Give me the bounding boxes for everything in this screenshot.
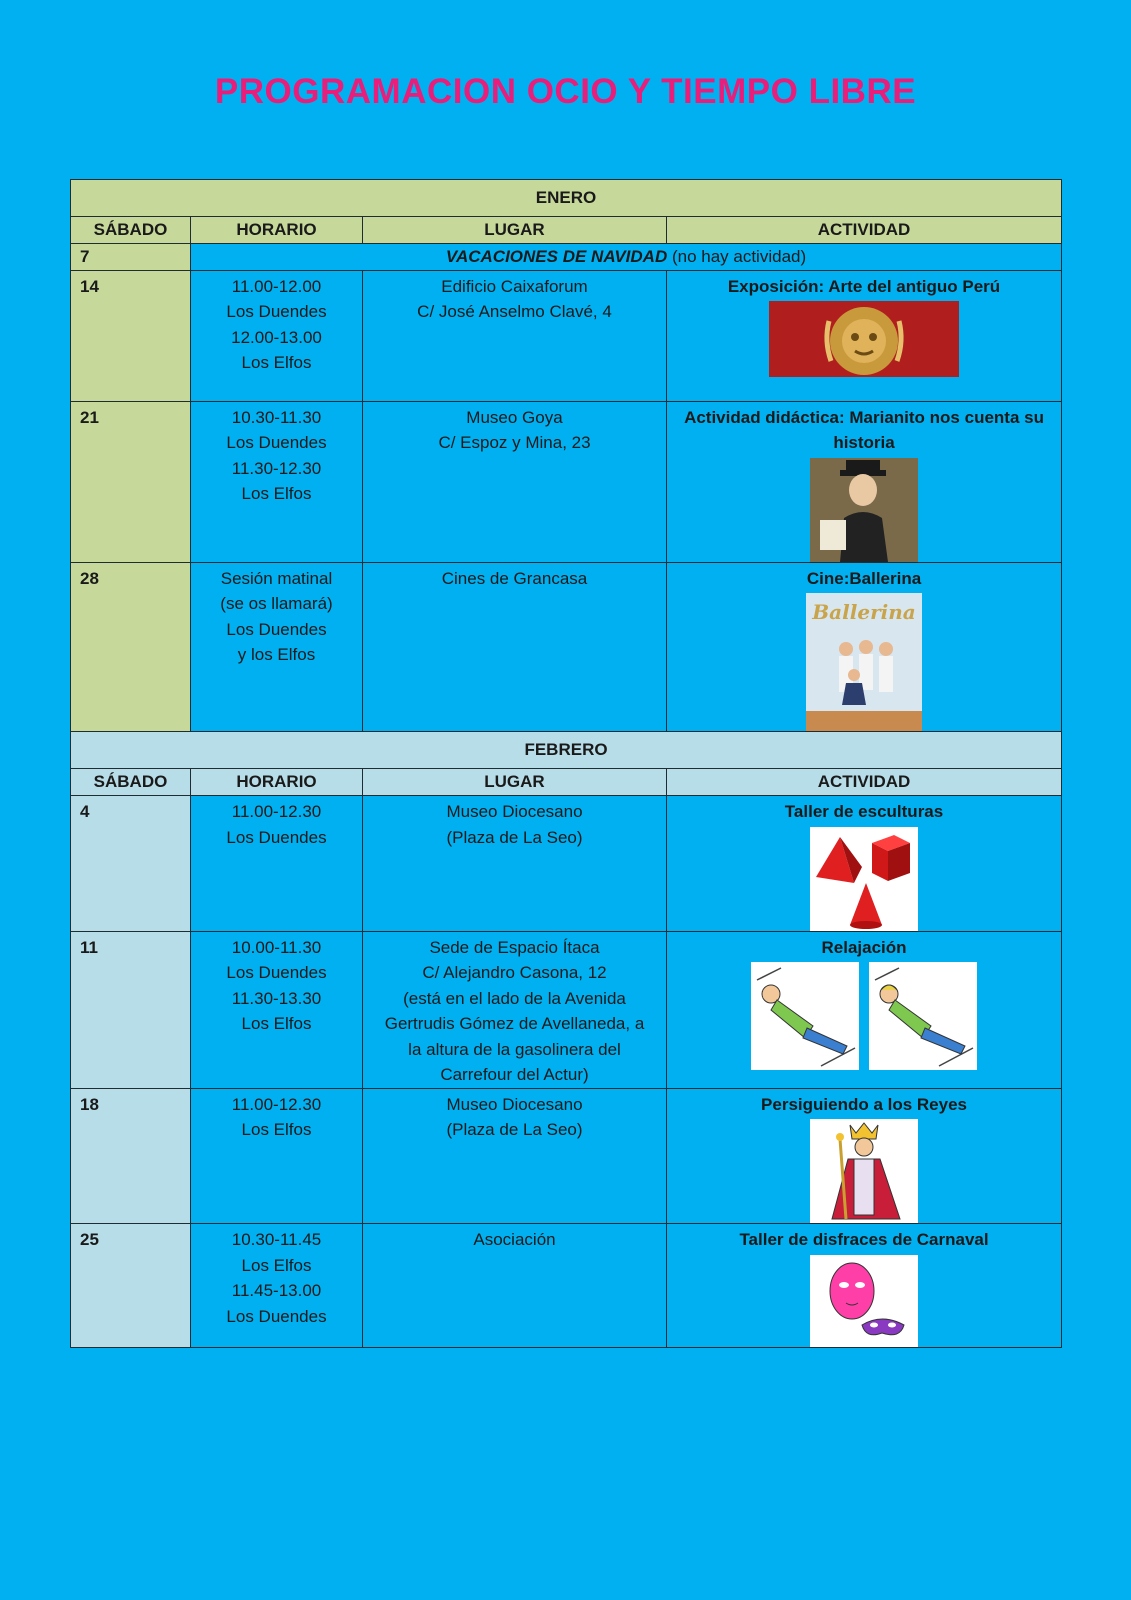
ballerina-poster-image bbox=[806, 593, 922, 731]
horario-cell bbox=[191, 796, 363, 932]
day-cell: 18 bbox=[71, 1088, 191, 1224]
lugar-line: Gertrudis Gómez de Avellaneda, a bbox=[384, 1014, 645, 1033]
horario-line: Los Duendes bbox=[226, 302, 327, 321]
page-title: PROGRAMACION OCIO Y TIEMPO LIBRE bbox=[214, 72, 917, 111]
table-row bbox=[71, 796, 1062, 932]
lugar-line: Museo Diocesano bbox=[446, 802, 583, 821]
horario-line: Los Elfos bbox=[241, 1014, 312, 1033]
actividad-cell bbox=[667, 270, 1062, 401]
table-row bbox=[71, 270, 1062, 401]
horario-line: 11.30-13.30 bbox=[231, 988, 322, 1008]
actividad-title: Taller de disfraces de Carnaval bbox=[739, 1230, 989, 1249]
horario-line: (se os llamará) bbox=[220, 594, 333, 613]
actividad-cell bbox=[667, 401, 1062, 562]
horario-line: Los Elfos bbox=[241, 1120, 312, 1139]
table-row bbox=[71, 1224, 1062, 1348]
horario-line: Los Duendes bbox=[226, 619, 327, 639]
horario-line: 10.30-11.30 bbox=[231, 407, 322, 427]
day-cell: 11 bbox=[71, 931, 191, 1088]
lugar-line: Asociación bbox=[473, 1230, 556, 1249]
vacation-notice bbox=[191, 244, 1062, 271]
lugar-line: C/ Alejandro Casona, 12 bbox=[422, 963, 607, 982]
column-header-row bbox=[71, 217, 1062, 244]
actividad-cell bbox=[667, 1224, 1062, 1348]
lugar-line: la altura de la gasolinera del bbox=[408, 1039, 621, 1059]
column-header-row bbox=[71, 769, 1062, 796]
golden-mask-image bbox=[769, 301, 959, 377]
horario-line: 11.00-12.30 bbox=[231, 802, 322, 821]
horario-line: Los Elfos bbox=[241, 353, 312, 372]
day-cell: 25 bbox=[71, 1224, 191, 1348]
column-header-sabado: SÁBADO bbox=[71, 217, 191, 244]
lugar-line: (Plaza de La Seo) bbox=[446, 1120, 583, 1139]
lugar-line: (Plaza de La Seo) bbox=[446, 827, 583, 847]
carnival-masks-image bbox=[810, 1255, 918, 1347]
lugar-cell bbox=[363, 1224, 667, 1348]
month-header-febrero: FEBRERO bbox=[71, 732, 1062, 769]
horario-line: 11.00-12.00 bbox=[231, 276, 322, 296]
horario-line: Sesión matinal bbox=[220, 568, 333, 588]
poster-title: Ballerina bbox=[812, 600, 916, 624]
king-image bbox=[810, 1119, 918, 1223]
lying-person-image bbox=[751, 962, 859, 1070]
horario-line: 11.45-13.00 bbox=[231, 1281, 322, 1300]
horario-line: Los Duendes bbox=[226, 433, 327, 452]
month-header-enero: ENERO bbox=[71, 180, 1062, 217]
horario-line: Los Duendes bbox=[226, 963, 327, 982]
actividad-title: Taller de esculturas bbox=[784, 802, 944, 821]
schedule-table bbox=[70, 179, 1062, 1348]
horario-line: Los Elfos bbox=[241, 484, 312, 503]
lugar-line: C/ Espoz y Mina, 23 bbox=[438, 433, 591, 452]
table-row bbox=[71, 401, 1062, 562]
day-cell: 14 bbox=[71, 270, 191, 401]
actividad-title: Actividad didáctica: Marianito nos cuenta su historia bbox=[684, 407, 1044, 452]
horario-line: 12.00-13.00 bbox=[231, 327, 322, 347]
relaxation-images bbox=[667, 962, 1061, 1070]
day-cell: 28 bbox=[71, 562, 191, 732]
lugar-line: Carrefour del Actur) bbox=[440, 1065, 589, 1084]
horario-cell bbox=[191, 562, 363, 732]
lugar-line: Museo Diocesano bbox=[446, 1094, 583, 1114]
vacation-note: (no hay actividad) bbox=[667, 247, 807, 266]
vacation-label: VACACIONES DE NAVIDAD bbox=[445, 247, 668, 266]
horario-line: Los Duendes bbox=[226, 1306, 327, 1326]
lugar-line: Museo Goya bbox=[466, 407, 563, 427]
horario-cell bbox=[191, 1088, 363, 1224]
horario-line: Los Elfos bbox=[241, 1255, 312, 1275]
column-header-horario: HORARIO bbox=[191, 217, 363, 244]
lugar-line: Sede de Espacio Ítaca bbox=[429, 937, 600, 957]
table-row bbox=[71, 931, 1062, 1088]
horario-line: Los Duendes bbox=[226, 827, 327, 847]
column-header-horario: HORARIO bbox=[191, 769, 363, 796]
lugar-cell bbox=[363, 562, 667, 732]
lugar-cell bbox=[363, 931, 667, 1088]
actividad-cell bbox=[667, 796, 1062, 932]
horario-line: y los Elfos bbox=[237, 645, 316, 664]
day-cell: 7 bbox=[71, 244, 191, 271]
lugar-line: (está en el lado de la Avenida bbox=[403, 988, 626, 1008]
lugar-cell bbox=[363, 796, 667, 932]
actividad-title: Relajación bbox=[821, 937, 907, 957]
horario-cell bbox=[191, 1224, 363, 1348]
day-cell: 21 bbox=[71, 401, 191, 562]
lugar-line: C/ José Anselmo Clavé, 4 bbox=[417, 302, 612, 321]
lugar-cell bbox=[363, 1088, 667, 1224]
actividad-title: Cine:Ballerina bbox=[806, 568, 922, 588]
column-header-actividad: ACTIVIDAD bbox=[667, 217, 1062, 244]
lugar-cell bbox=[363, 270, 667, 401]
lugar-line: Cines de Grancasa bbox=[441, 568, 588, 588]
column-header-lugar: LUGAR bbox=[363, 217, 667, 244]
day-cell: 4 bbox=[71, 796, 191, 932]
column-header-actividad: ACTIVIDAD bbox=[667, 769, 1062, 796]
actividad-title: Exposición: Arte del antiguo Perú bbox=[727, 276, 1001, 296]
horario-cell bbox=[191, 931, 363, 1088]
lugar-cell bbox=[363, 401, 667, 562]
horario-cell bbox=[191, 270, 363, 401]
horario-line: 10.30-11.45 bbox=[231, 1230, 322, 1249]
table-row bbox=[71, 562, 1062, 732]
lugar-line: Edificio Caixaforum bbox=[441, 276, 588, 296]
table-row bbox=[71, 1088, 1062, 1224]
horario-line: 11.00-12.30 bbox=[231, 1094, 322, 1114]
horario-cell bbox=[191, 401, 363, 562]
actividad-cell bbox=[667, 1088, 1062, 1224]
goya-portrait-image bbox=[810, 458, 918, 562]
horario-line: 11.30-12.30 bbox=[231, 458, 322, 478]
table-row bbox=[71, 244, 1062, 271]
actividad-cell bbox=[667, 931, 1062, 1088]
column-header-sabado: SÁBADO bbox=[71, 769, 191, 796]
lying-person-image bbox=[869, 962, 977, 1070]
actividad-title: Persiguiendo a los Reyes bbox=[761, 1094, 967, 1114]
horario-line: 10.00-11.30 bbox=[231, 937, 322, 957]
actividad-cell bbox=[667, 562, 1062, 732]
3d-shapes-image bbox=[810, 827, 918, 931]
column-header-lugar: LUGAR bbox=[363, 769, 667, 796]
